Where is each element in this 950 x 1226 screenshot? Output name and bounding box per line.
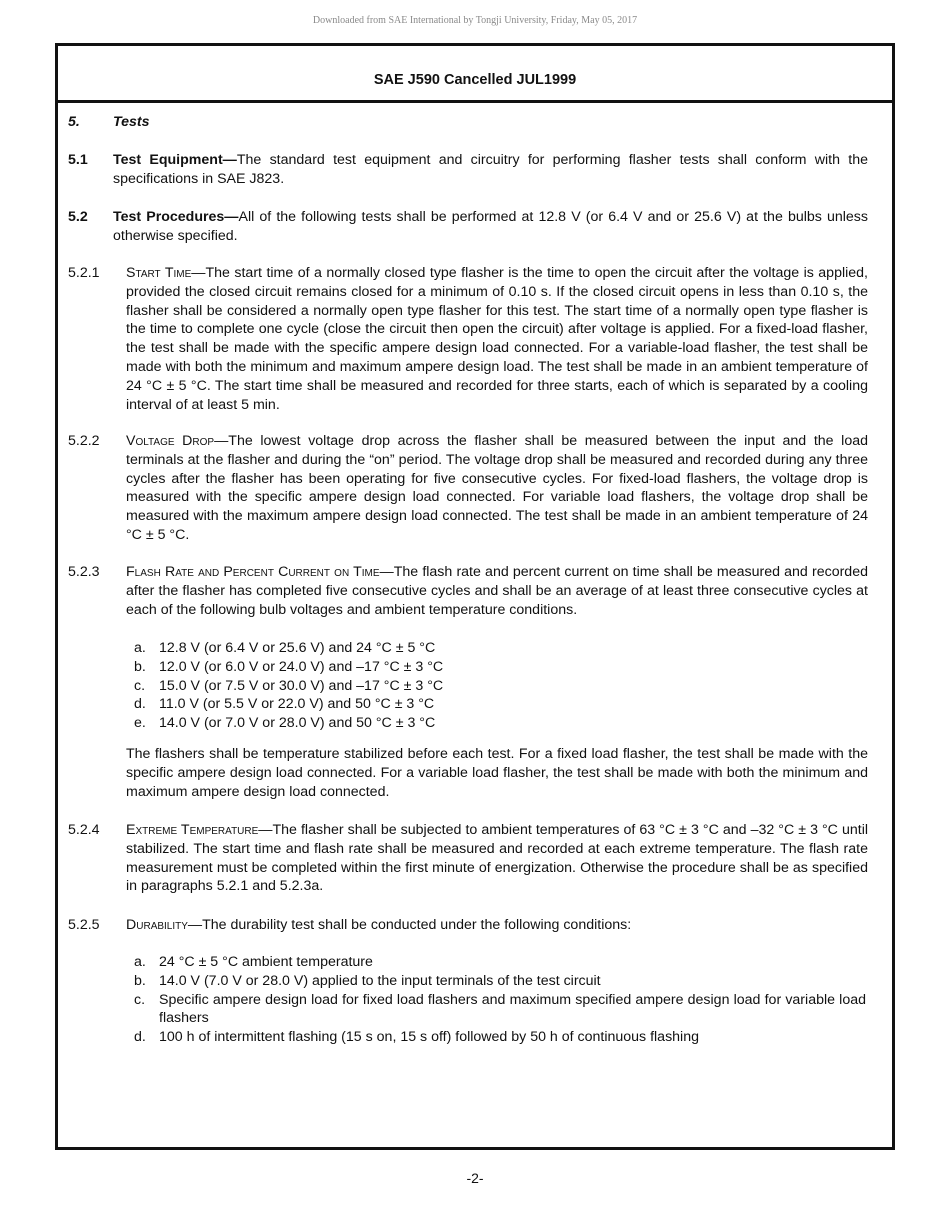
section-5-2-1: [68, 264, 868, 414]
section-text: The standard test equipment and circuitry for performing flasher tests shall conform with the specifications in SAE J823.: [113, 152, 868, 187]
section-title: Tests: [113, 114, 150, 130]
download-notice: Downloaded from SAE International by Tongji University, Friday, May 05, 2017: [312, 15, 638, 26]
section-5-2: [68, 208, 868, 246]
list-item: [126, 695, 866, 714]
section-heading: Flash Rate and Percent Current on Time—: [126, 564, 394, 580]
section-5-2-4: [68, 821, 868, 896]
section-5-2-5: [68, 916, 868, 935]
flash-rate-conditions-list: [126, 639, 866, 733]
list-item-text: Specific ampere design load for fixed load flashers and maximum specified ampere design load for variable load flashers: [159, 991, 866, 1027]
section-number: 5.2.4: [68, 822, 100, 838]
list-item-text: 24 °C ± 5 °C ambient temperature: [159, 954, 373, 970]
section-heading: Test Equipment—: [113, 152, 237, 168]
page-frame: [55, 43, 895, 1150]
list-item-text: 12.0 V (or 6.0 V or 24.0 V) and –17 °C ± 3 °C: [159, 658, 444, 675]
section-text: The flasher shall be subjected to ambient temperatures of 63 °C ± 3 °C and –32 °C ± 3 °C until stabilized. The start time and flash rate shall be measured and recorded at each extreme temperature. The flash rate measurement must be completed within the first minute of energization. Otherwise the procedure shall be as specified in paragraphs 5.2.1 and 5.2.3a.: [126, 822, 869, 895]
section-text: The start time of a normally closed type flasher is the time to open the circuit after the voltage is applied, provided the closed circuit remains closed for a minimum of 0.10 s. If the closed circuit opens in less than 0.10 s, the flasher shall be considered a normally open type flasher for this test. The start time of a normally open type flasher is the time to complete one cycle (close the circuit then open the circuit) after voltage is applied. For a fixed-load flasher, the test shall be made with the specific ampere design load connected. For a variable-load flasher, the test shall be made with both the minimum and maximum ampere design load. The test shall be made in an ambient temperature of 24 °C ± 5 °C. The start time shall be measured and recorded for three starts, each of which is separated by a cooling interval of at least 5 min.: [126, 265, 868, 413]
list-letter: a.: [134, 640, 146, 656]
section-heading: Extreme Temperature—: [126, 822, 273, 838]
section-heading: Durability—: [126, 917, 203, 933]
section-heading: Test Procedures—: [113, 209, 239, 225]
section-number: 5.2.5: [68, 917, 100, 933]
section-5-1: [68, 151, 868, 189]
list-item: [126, 639, 866, 658]
list-item-text: 14.0 V (or 7.0 V or 28.0 V) and 50 °C ± 3 °C: [159, 715, 436, 732]
section-5-2-2: [68, 432, 868, 545]
list-letter: a.: [134, 954, 146, 970]
list-item: [126, 991, 866, 1029]
list-item: [126, 972, 866, 991]
document-header: [58, 46, 892, 103]
durability-conditions-list: [126, 953, 866, 1047]
list-item: [126, 714, 866, 733]
section-number: 5.: [68, 114, 80, 130]
section-5-2-3-note: The flashers shall be temperature stabilized before each test. For a fixed load flasher, the test shall be made with the specific ampere design load connected. For a variable load flasher, the test shall be made with both the minimum and maximum ampere design load connected.: [126, 746, 868, 800]
document-title: SAE J590 Cancelled JUL1999: [373, 72, 577, 88]
section-text: The durability test shall be conducted under the following conditions:: [202, 917, 632, 933]
section-text: The lowest voltage drop across the flasher shall be measured between the input and the load terminals at the flasher and during the “on” period. The voltage drop shall be measured and recorded during any three cycles after the flasher has been operating for five consecutive cycles. For fixed-load flashers, the voltage drop is measured with the specific ampere design load connected. For variable load flashers, the voltage drop shall be measured with the maximum ampere design load connected. The test shall be made in an ambient temperature of 24 °C ± 5 °C.: [126, 433, 868, 543]
section-number: 5.2.3: [68, 564, 100, 580]
list-letter: e.: [134, 715, 146, 732]
list-letter: b.: [134, 658, 146, 675]
list-item-text: 15.0 V (or 7.5 V or 30.0 V) and –17 °C ± 3 °C: [159, 677, 444, 694]
list-item-text: 14.0 V (7.0 V or 28.0 V) applied to the input terminals of the test circuit: [159, 972, 601, 989]
section-number: 5.2.1: [68, 265, 100, 281]
list-item: [126, 658, 866, 677]
section-heading: Voltage Drop—: [126, 433, 229, 449]
list-item: [126, 677, 866, 696]
list-letter: b.: [134, 972, 146, 989]
list-item-text: 11.0 V (or 5.5 V or 22.0 V) and 50 °C ± 3 °C: [159, 696, 435, 713]
section-5-2-3: [68, 563, 868, 619]
list-letter: d.: [134, 1029, 146, 1046]
section-text: All of the following tests shall be performed at 12.8 V (or 6.4 V and or 25.6 V) at the bulbs unless otherwise specified.: [113, 209, 868, 244]
section-number: 5.2: [68, 209, 88, 225]
page-number: -2-: [466, 1170, 484, 1186]
section-5-heading: [68, 113, 868, 132]
list-item-text: 12.8 V (or 6.4 V or 25.6 V) and 24 °C ± 5 °C: [159, 640, 436, 656]
list-item: [126, 953, 866, 972]
list-item: [126, 1028, 866, 1047]
section-heading: Start Time—: [126, 265, 206, 281]
list-letter: c.: [134, 677, 146, 694]
section-text: The flash rate and percent current on time shall be measured and recorded after the flasher has completed five consecutive cycles and shall be an average of at least three consecutive cycles at each of the following bulb voltages and ambient temperature conditions.: [126, 564, 868, 618]
list-item-text: 100 h of intermittent flashing (15 s on, 15 s off) followed by 50 h of continuous flashing: [159, 1029, 699, 1046]
section-number: 5.2.2: [68, 433, 100, 449]
section-number: 5.1: [68, 152, 88, 168]
list-letter: d.: [134, 696, 146, 713]
list-letter: c.: [134, 991, 146, 1008]
